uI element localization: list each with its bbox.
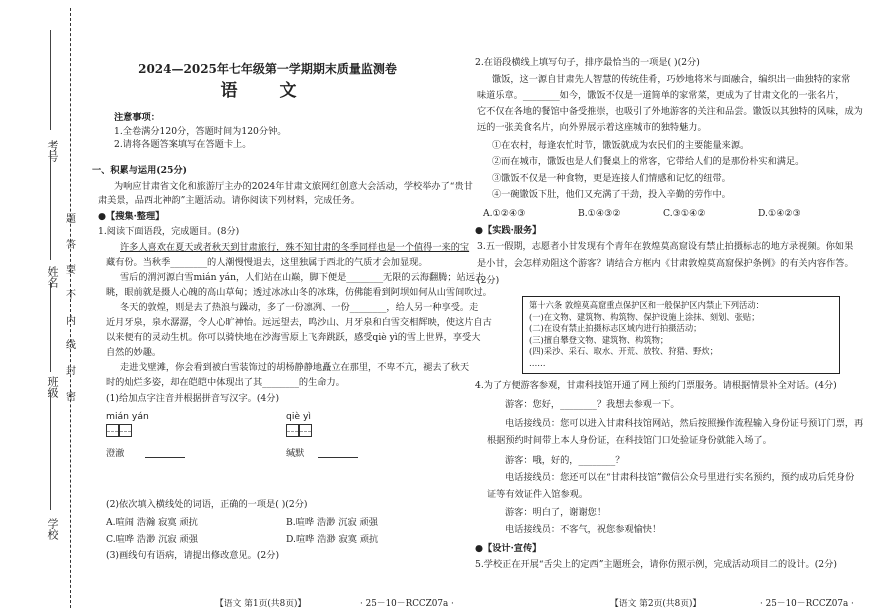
passage-line: 时的灿烂多姿，却在皑皑中体现出了其________的生命力。 [106,377,345,388]
seal-char: 线 [66,340,76,351]
regulation-line: (四)采沙、采石、取水、开荒、放牧、狩猎、野炊； [529,346,719,357]
tag-collect: ●【搜集·整理】 [98,211,165,222]
passage-line: 冬天的敦煌，则是去了热浪与躁动，多了一份凛冽、一份________，给人另一种享受。走 [120,302,479,313]
dialog-line: 电话接线员：您可以进入甘肃科技馆网站，然后按照操作流程输入身份证号预订门票，再 [505,418,864,429]
sub-question-2: (2)依次填入横线处的词语，正确的一项是( )(2分) [106,499,308,510]
q2-option-c: C.③①④② [663,208,706,219]
option-d: D.喧哗 浩渺 寂寞 顽抗 [286,534,379,545]
regulation-line: (三)擅自攀登文物、建筑物、构筑物； [529,334,669,345]
question-1: 1.阅读下面语段，完成题目。(8分) [98,226,240,237]
dialog-line: 游客：您好，________？我想去参观一下。 [505,399,680,410]
question-3: 3.五一假期，志愿者小甘发现有个青年在敦煌莫高窟设有禁止拍摄标志的地方录视频。你如果 [477,241,854,252]
option-b: B.喧哗 浩渺 沉寂 顽强 [286,517,378,528]
seal-char: 密 [66,392,76,403]
footer-code-right: · 25－10－RCCZ07a · [760,599,854,609]
question-5: 5.学校正在开展“舌尖上的定西”主题班会，请你仿照示例，完成活动项目二的设计。(2分) [475,559,837,570]
answer-line [145,457,185,458]
name-line [50,150,51,260]
sub-question-1: (1)给加点字注音并根据拼音写汉字。(4分) [106,393,280,404]
answer-box [119,424,132,437]
dialog-line: 电话接线员：您还可以在“甘肃科技馆”微信公众号里进行实名预约，预约成功后凭身份 [505,472,855,483]
seal-char: 要 [66,265,76,276]
exam-number-line [50,30,51,130]
footer-page-right: 【语文 第2页(共8页)】 [610,599,702,609]
passage-line: 自然的妙趣。 [106,347,162,358]
school-line [50,392,51,510]
passage-line: 藏有份。当秋季________的人潮慢慢退去，这里独属于西北的气质才会加显现。 [106,257,428,268]
question-3: 是小甘，会怎样劝阻这个游客？请结合方框内《甘肃敦煌莫高窟保护条例》的有关内容作答。 [477,258,854,269]
regulation-line: 第十六条 敦煌莫高窟重点保护区和一般保护区内禁止下列活动： [529,300,764,310]
footer-code-left: · 25－10－RCCZ07a · [360,599,454,609]
option-a: A.喧闹 浩瀚 寂寞 顽抗 [106,517,198,528]
note-item: 2.请将各题答案填写在答题卡上。 [114,139,252,150]
q2-item: ④一碗馓饭下肚，他们又充满了干劲，投入辛勤的劳作中。 [492,189,731,200]
pinyin-1: mián yán [106,411,149,422]
q2-item: ②而在城市，馓饭也是人们餐桌上的常客，它带给人们的是那份朴实和满足。 [492,156,805,167]
passage-line: 走进戈壁滩，你会看到被白雪装饰过的胡杨静静地矗立在那里，不卑不亢，褪去了秋天 [120,362,470,373]
dialog-line: 电话接线员：不客气，祝您参观愉快！ [505,524,662,535]
answer-box [106,424,119,437]
section-heading: 一、积累与运用(25分) [92,165,187,176]
seal-char: 题 [66,214,76,225]
q2-option-b: B.①④③② [578,208,621,219]
notes-heading: 注意事项： [114,112,160,123]
question-2: 2.在语段横线上填写句子，排序最恰当的一项是( )(2分) [475,57,700,68]
passage-line: 近月牙泉，泉水潺潺，令人心旷神怡。远远望去，鸣沙山、月牙泉和白雪交相辉映，使这片自古 [106,317,492,328]
dialog-line: 根据预约时间带上本人身份证，在科技馆门口处验证身份就能入场了。 [487,435,772,446]
answer-line [318,457,358,458]
exam-title: 2024—2025年七年级第一学期期末质量监测卷 [138,62,397,76]
tag-design: ●【设计·宣传】 [475,543,542,554]
subject-title: 语 文 [220,81,315,101]
name-label: 姓名 [46,266,59,288]
q2-option-a: A.①②④③ [483,208,526,219]
note-item: 1.全卷满分120分，答题时间为120分钟。 [114,126,287,137]
sub-question-3: (3)画线句有语病，请提出修改意见。(2分) [106,550,280,561]
answer-box [286,424,299,437]
tag-practice: ●【实践·服务】 [475,225,542,236]
question-4: 4.为了方便游客参观，甘肃科技馆开通了网上预约门票服务。请根据情景补全对话。(4分) [475,380,837,391]
q2-passage: 味道乐章。________如今，馓饭不仅是一道简单的家常菜，更成为了甘肃文化的一张名片， [477,90,845,101]
seal-char: 内 [66,316,76,327]
regulation-line: (二)在设有禁止拍摄标志区域内进行拍摄活动； [529,323,702,334]
q2-option-d: D.①④②③ [758,208,801,219]
q2-passage: 馓饭，这一源自甘肃先人智慧的传统佳肴，巧妙地将米与面融合，编织出一曲独特的家常 [492,74,851,85]
section-intro: 肃美景，品西北神韵”主题活动。请你阅读下列材料，完成任务。 [98,195,360,206]
regulation-line: (一)在文物、建筑物、构筑物、保护设施上涂抹、刻划、张贴； [529,311,760,322]
answer-box [299,424,312,437]
passage-line: 以来便有的灵动生机。你可以骑快地在沙海雪原上飞奔跳跃，感受qiè yì的雪上世界，享受大 [106,332,481,343]
seal-char: 不 [66,290,76,301]
dialog-line: 游客：哦，好的，________？ [505,455,625,466]
option-c: C.喧哗 浩渺 沉寂 顽强 [106,534,198,545]
footer-page-left: 【语文 第1页(共8页)】 [215,599,307,609]
q2-passage: 它不仅在各地的餐馆中备受推崇，也吸引了外地游客的关注和品尝。馓饭以其独特的风味，成为 [477,106,863,117]
q2-item: ①在农村，每逢农忙时节，馓饭就成为农民们的主要能量来源。 [492,140,750,151]
passage-line: 眺，眼前就是摄人心魄的高山草甸；透过冰冰山冬的冰珠，仿佛能看到阿坝如何从山雪间吹过。 [106,287,492,298]
word-1: 澄澈 [106,448,125,459]
seal-char: 答 [66,240,76,251]
passage-line-underlined: 许多人喜欢在夏天或者秋天到甘肃旅行，殊不知甘肃的冬季同样也是一个值得一来的宝 [120,242,470,253]
dialog-line: 游客：明白了，谢谢您！ [505,507,607,518]
seal-char: 封 [66,366,76,377]
regulation-box [522,296,840,374]
pinyin-2: qiè yì [286,411,311,422]
section-intro: 为响应甘肃省文化和旅游厅主办的2024年甘肃文旅网红创意大会活动，学校举办了“贵甘 [114,181,473,192]
binding-dashed-line [70,8,71,608]
q2-item: ③馓饭不仅是一种食物，更是连接人们情感和记忆的纽带。 [492,173,731,184]
dialog-line: 证等有效证件入馆参观。 [487,489,589,500]
class-label: 班级 [46,376,59,398]
word-2: 缄默 [286,448,305,459]
question-3: (2分) [477,275,500,286]
school-label: 学校 [46,518,59,540]
exam-number-label: 考号 [46,140,59,162]
regulation-line: …… [529,357,546,368]
class-line [50,282,51,372]
passage-line: 雪后的渭河源白雪mián yán，人们站在山巅，脚下便是________无限的云海翻腾；站远去 [120,272,485,283]
q2-passage: 远的一张美食名片，向外界展示着这座城市的独特魅力。 [477,122,707,133]
